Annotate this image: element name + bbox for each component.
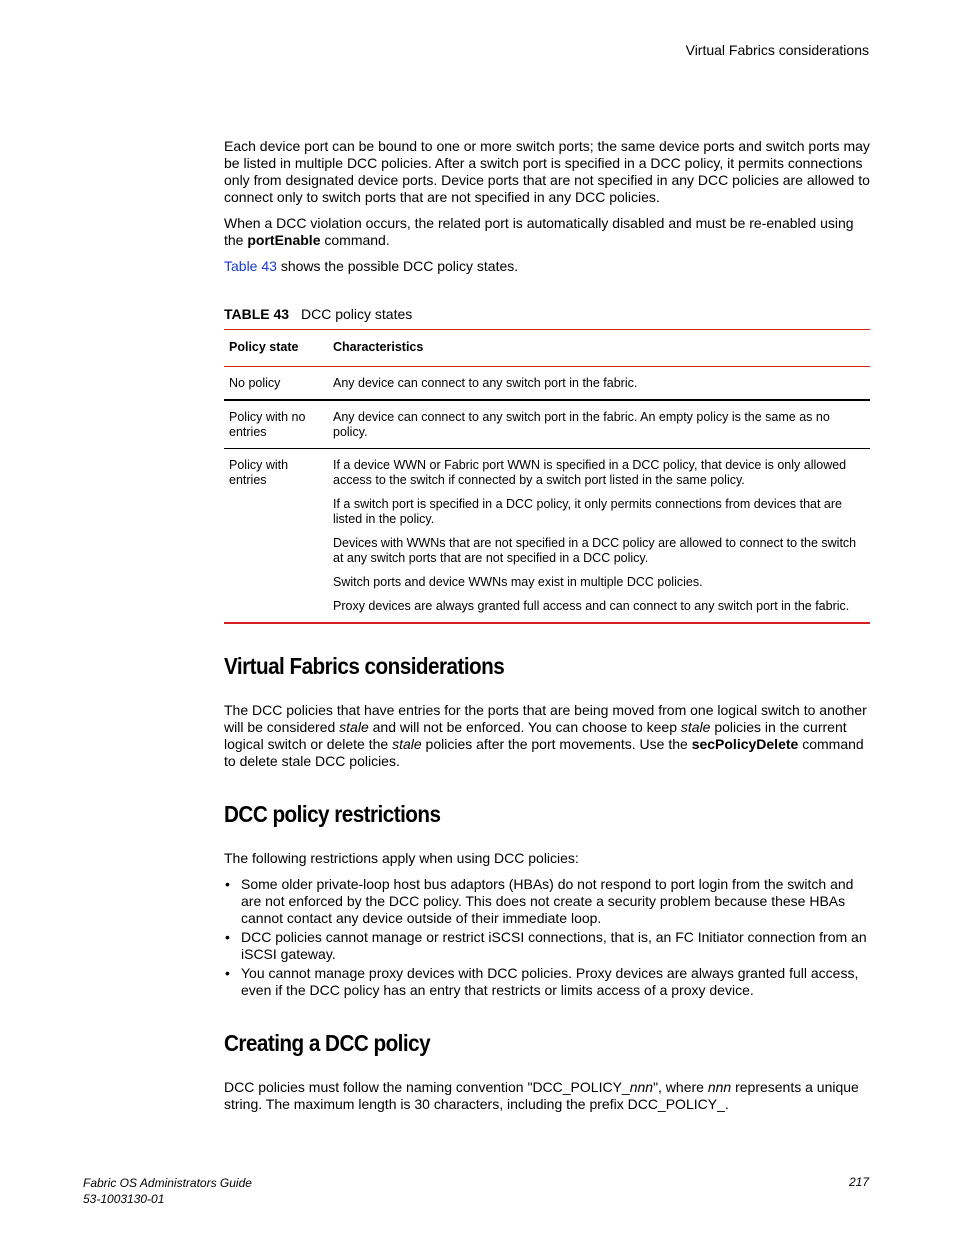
intro-p3-text: shows the possible DCC policy states. bbox=[276, 258, 519, 274]
dcc-policy-states-table bbox=[224, 329, 870, 624]
bullet-icon: • bbox=[225, 876, 230, 892]
intro-paragraph-2 bbox=[224, 215, 870, 249]
restrictions-intro: The following restrictions apply when using DCC policies: bbox=[224, 850, 579, 866]
creating-text: DCC policies must follow the naming convention "DCC_POLICY_ bbox=[224, 1079, 630, 1095]
creating-text: ", where bbox=[653, 1079, 708, 1095]
list-item-text: DCC policies cannot manage or restrict iSCSI connections, that is, an FC Initiator connection from an iSCSI gateway. bbox=[241, 929, 867, 962]
policy-state-cell: No policy bbox=[229, 376, 281, 390]
bullet-icon: • bbox=[225, 929, 230, 945]
vf-paragraph bbox=[224, 702, 870, 770]
list-item bbox=[224, 929, 870, 963]
list-item-text: Some older private-loop host bus adaptors (HBAs) do not respond to port login from the switch and are not enforced by the DCC policy. This does not create a security problem because these HBAs cannot contact any device outside of their immediate loop. bbox=[241, 876, 854, 926]
characteristic-text: If a device WWN or Fabric port WWN is specified in a DCC policy, that device is only allowed access to the switch if connected by a switch port listed in the same policy. bbox=[333, 458, 847, 487]
intro-paragraph-1: Each device port can be bound to one or more switch ports; the same device ports and switch ports may be listed in multiple DCC policies. After a switch port is specified in a DCC policy, it permits connections only from designated device ports. Device ports that are not specified in any DCC policies are allowed to connect only to switch ports that are not specified in any DCC policies. bbox=[224, 138, 870, 205]
secpolicydelete-command: secPolicyDelete bbox=[691, 736, 799, 752]
header-policy-state: Policy state bbox=[229, 340, 299, 354]
table-43-link[interactable]: Table 43 bbox=[224, 258, 277, 274]
characteristic-text: Switch ports and device WWNs may exist in multiple DCC policies. bbox=[333, 575, 703, 589]
vf-text: policies after the port movements. Use the bbox=[421, 736, 692, 752]
table-caption-title: DCC policy states bbox=[300, 306, 413, 322]
heading-dcc-restrictions: DCC policy restrictions bbox=[224, 801, 441, 827]
characteristics-cell bbox=[328, 449, 870, 624]
characteristics-cell bbox=[328, 400, 870, 449]
characteristic-text: Any device can connect to any switch port in the fabric. bbox=[333, 376, 638, 390]
creating-paragraph bbox=[224, 1079, 870, 1113]
footer-doc-number: 53-1003130-01 bbox=[83, 1192, 165, 1206]
creating-text: represents a unique string. The maximum length is 30 characters, including the prefix DCC_POLICY_. bbox=[224, 1079, 859, 1112]
restrictions-list bbox=[224, 876, 870, 999]
table-row bbox=[224, 449, 870, 624]
list-item bbox=[224, 876, 870, 927]
characteristic-text: If a switch port is specified in a DCC policy, it only permits connections from devices that are listed in the policy. bbox=[333, 497, 843, 526]
table-row bbox=[224, 367, 870, 401]
list-item-text: You cannot manage proxy devices with DCC policies. Proxy devices are always granted full access, even if the DCC policy has an entry that restricts or limits access of a proxy device. bbox=[241, 965, 859, 998]
running-header: Virtual Fabrics considerations bbox=[685, 42, 869, 58]
intro-p2-text-end: command. bbox=[320, 232, 390, 248]
header-characteristics: Characteristics bbox=[333, 340, 424, 354]
vf-text: The DCC policies that have entries for the ports that are being moved from one logical switch to another will be considered bbox=[224, 702, 867, 735]
characteristics-cell bbox=[328, 367, 870, 401]
vf-text: command to delete stale DCC policies. bbox=[224, 736, 864, 769]
table-caption bbox=[224, 306, 870, 322]
creating-italic: nnn bbox=[707, 1079, 732, 1095]
page-number: 217 bbox=[848, 1175, 869, 1189]
table-header-row bbox=[224, 330, 870, 367]
creating-italic: nnn bbox=[629, 1079, 654, 1095]
characteristic-text: Proxy devices are always granted full access and can connect to any switch port in the fabric. bbox=[333, 599, 850, 613]
bullet-icon: • bbox=[225, 965, 230, 981]
vf-italic: stale bbox=[392, 736, 422, 752]
heading-creating-dcc-policy: Creating a DCC policy bbox=[224, 1030, 431, 1056]
intro-paragraph-3 bbox=[224, 258, 870, 275]
page-content bbox=[224, 138, 870, 1122]
footer-guide-title: Fabric OS Administrators Guide bbox=[83, 1176, 252, 1190]
vf-italic: stale bbox=[339, 719, 369, 735]
characteristic-text: Devices with WWNs that are not specified in a DCC policy are allowed to connect to the switch at any switch ports that are not specified in a DCC policy. bbox=[333, 536, 857, 565]
policy-state-cell: Policy with entries bbox=[229, 458, 289, 487]
intro-p2-text: When a DCC violation occurs, the related port is automatically disabled and must be re-enabled using the bbox=[224, 215, 854, 248]
footer-left bbox=[83, 1175, 252, 1207]
list-item bbox=[224, 965, 870, 999]
portenable-command: portEnable bbox=[247, 232, 321, 248]
characteristic-text: Any device can connect to any switch port in the fabric. An empty policy is the same as no policy. bbox=[333, 410, 830, 439]
table-caption-label: TABLE 43 bbox=[224, 306, 290, 322]
heading-virtual-fabrics: Virtual Fabrics considerations bbox=[224, 653, 505, 679]
vf-text: policies in the current logical switch or delete the bbox=[224, 719, 847, 752]
vf-text: and will not be enforced. You can choose to keep bbox=[368, 719, 681, 735]
policy-state-cell: Policy with no entries bbox=[229, 410, 306, 439]
vf-italic: stale bbox=[680, 719, 711, 735]
table-row bbox=[224, 400, 870, 449]
